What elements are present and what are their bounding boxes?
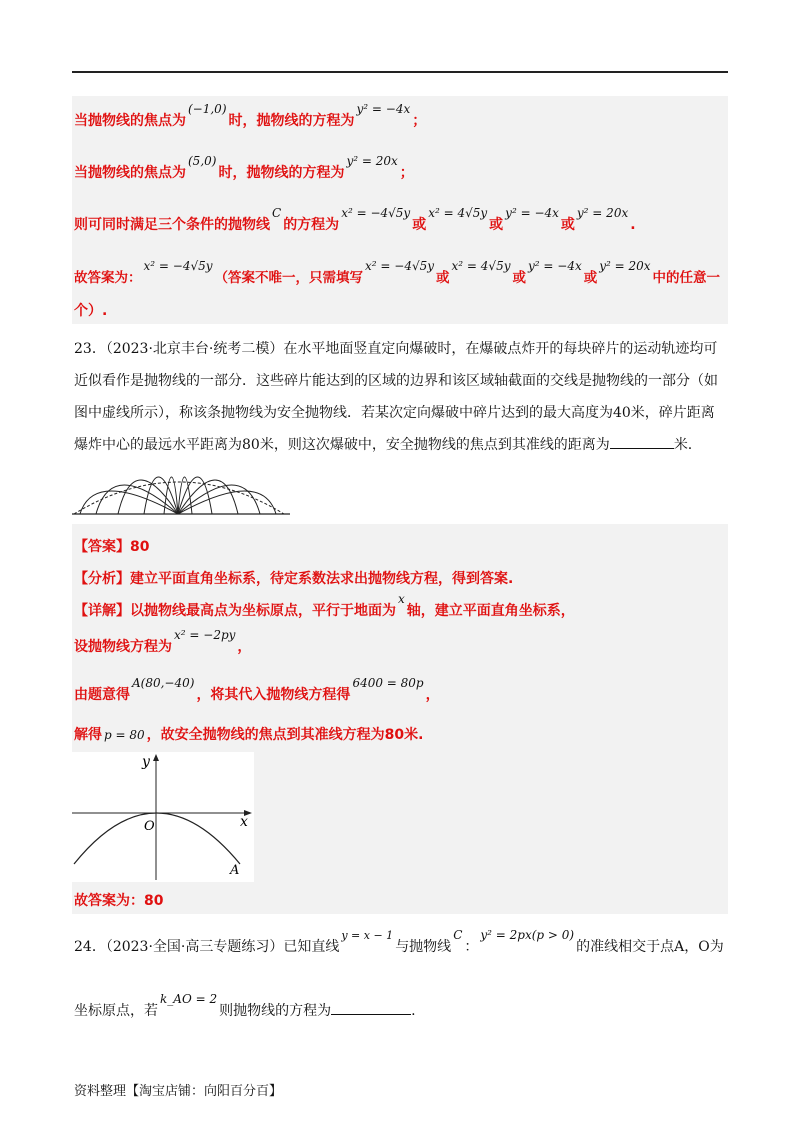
coordinate-graph (72, 752, 254, 882)
given-line: 由题意得A(80,−40)，将其代入抛物线方程得6400 = 80p， (74, 676, 440, 703)
solution-line-4: 故答案为：x² = −4√5y（答案不唯一，只需填写x² = −4√5y或x² = 4√5y或y² = −4x或y² = 20x中的任意一 (74, 259, 721, 286)
header-rule (72, 71, 728, 73)
detail-line: 【详解】以抛物线最高点为坐标原点，平行于地面为x轴，建立平面直角坐标系， (74, 592, 575, 619)
solution-line-3: 则可同时满足三个条件的抛物线C的方程为x² = −4√5y或x² = 4√5y或y² = −4x或y² = 20x. (74, 206, 636, 233)
set-equation-line: 设抛物线方程为x² = −2py， (74, 628, 252, 655)
x-axis-label: x (240, 814, 248, 830)
explosion-trajectory-figure (72, 462, 292, 518)
analysis-line: 【分析】建立平面直角坐标系，待定系数法求出抛物线方程，得到答案. (74, 571, 514, 587)
point-a-label: A (230, 863, 240, 878)
q23-line-4: 爆炸中心的最远水平距离为80米，则这次爆破中，安全抛物线的焦点到其准线的距离为 米. (74, 434, 692, 454)
q23-line-1: 23．（2023·北京丰台·统考二模）在水平地面竖直定向爆破时，在爆破点炸开的每块碎片的运动轨迹均可 (74, 341, 718, 357)
origin-label: O (144, 819, 155, 834)
q24-line-2: 坐标原点，若k_AO = 2则抛物线的方程为 . (74, 992, 416, 1019)
solution-line-2: 当抛物线的焦点为(5,0)时，抛物线的方程为y² = 20x； (74, 154, 414, 181)
solve-line: 解得 p = 80 ，故安全抛物线的焦点到其准线方程为80米. (74, 727, 424, 743)
footer-source: 资料整理【淘宝店铺：向阳百分百】 (74, 1084, 283, 1099)
q24-answer-blank (331, 1000, 411, 1015)
answer-line: 【答案】80 (74, 539, 150, 555)
solution-line-5: 个）. (74, 303, 108, 319)
y-axis-label: y (142, 754, 150, 770)
final-answer-line: 故答案为：80 (74, 893, 164, 909)
q23-line-3: 图中虚线所示），称该条抛物线为安全抛物线．若某次定向爆破中碎片达到的最大高度为40米，碎片距离 (74, 405, 715, 421)
q24-line-1: 24．（2023·全国·高三专题练习）已知直线$^{y = x - 1}$与抛物线C：y² = 2px(p > 0)的准线相交于点A，O为 (74, 928, 724, 955)
answer-blank (610, 434, 674, 449)
q23-line-2: 近似看作是抛物线的一部分．这些碎片能达到的区域的边界和该区域轴截面的交线是抛物线的一部分（如 (74, 373, 718, 389)
solution-line-1: 当抛物线的焦点为(−1,0)时，抛物线的方程为y² = −4x； (74, 102, 427, 129)
